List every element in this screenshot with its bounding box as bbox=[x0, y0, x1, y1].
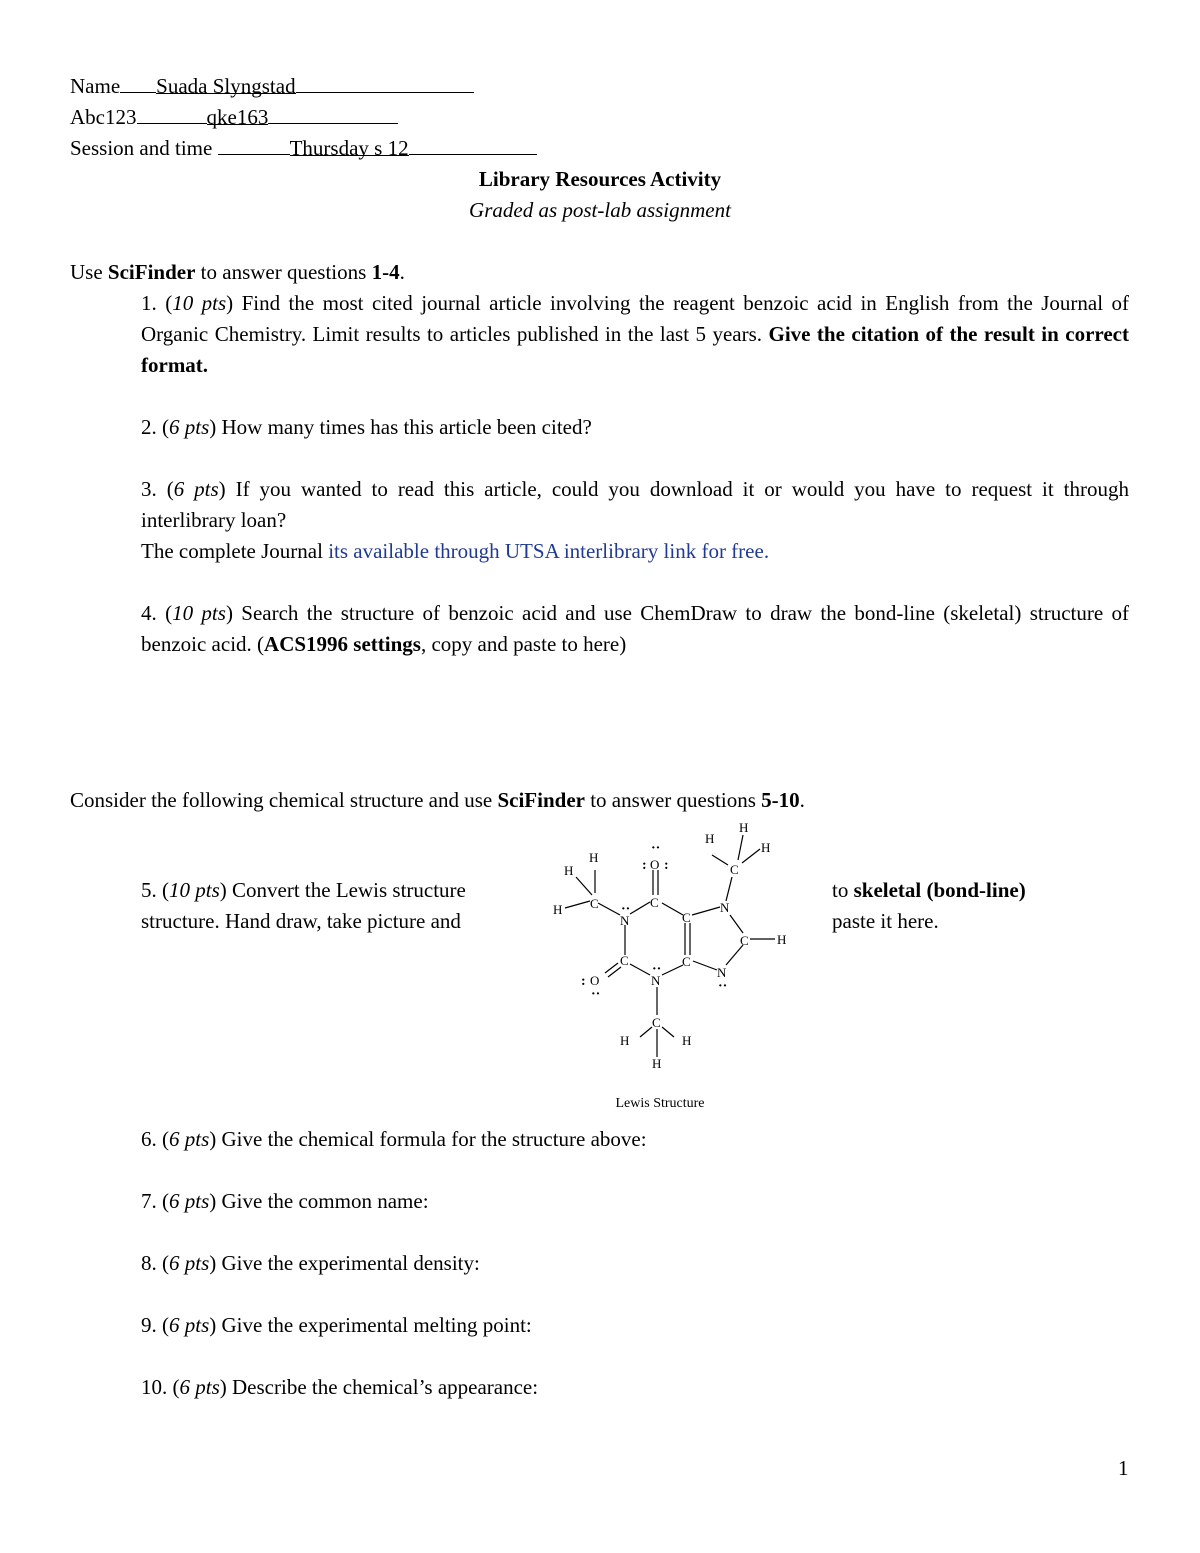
question-4: 4. (10 pts) Search the structure of benzoic acid and use ChemDraw to draw the bond-line (skeletal) structure of benzoic acid. (ACS1996 settings, copy and paste to here) bbox=[141, 601, 1129, 656]
atom-n: N bbox=[720, 900, 730, 915]
atom-h: H bbox=[705, 831, 715, 846]
lone-pair: ·· bbox=[718, 979, 728, 994]
session-label: Session and time bbox=[70, 136, 213, 160]
intro-questions-5-10: Consider the following chemical structure and use SciFinder to answer questions 5-10. bbox=[70, 788, 805, 812]
atom-c: C bbox=[590, 896, 599, 911]
figure-caption: Lewis Structure bbox=[615, 1096, 705, 1111]
question-5-right-2: paste it here. bbox=[832, 909, 939, 933]
atom-n: N bbox=[651, 973, 661, 988]
atom-h: H bbox=[777, 932, 787, 947]
name-line bbox=[70, 70, 474, 102]
atom-c: C bbox=[730, 862, 739, 877]
atom-c: C bbox=[620, 953, 629, 968]
intro-questions-1-4: Use SciFinder to answer questions 1-4. bbox=[70, 260, 405, 284]
lone-pair: ·· bbox=[651, 841, 661, 856]
atom-h: H bbox=[553, 902, 563, 917]
question-2: 2. (6 pts) How many times has this article been cited? bbox=[141, 415, 592, 439]
lone-pair: ·· bbox=[652, 962, 662, 977]
atom-h: H bbox=[620, 1033, 630, 1048]
lone-pair: : bbox=[642, 858, 647, 873]
question-5-line-2: structure. Hand draw, take picture and bbox=[141, 909, 461, 933]
atom-c: C bbox=[682, 954, 691, 969]
question-3-answer: The complete Journal its available through UTSA interlibrary link for free. bbox=[141, 539, 770, 563]
name-value: Suada Slyngstad bbox=[156, 71, 295, 94]
question-7: 7. (6 pts) Give the common name: bbox=[141, 1189, 429, 1213]
atom-c: C bbox=[650, 895, 659, 910]
page-number: 1 bbox=[1118, 1456, 1129, 1480]
name-label: Name bbox=[70, 74, 121, 98]
abc-value: qke163 bbox=[207, 102, 269, 125]
question-9: 9. (6 pts) Give the experimental melting point: bbox=[141, 1313, 532, 1337]
name-blank-lead bbox=[120, 70, 156, 93]
atom-c: C bbox=[682, 910, 691, 925]
lone-pair: ·· bbox=[591, 987, 601, 1002]
atom-o: O bbox=[590, 973, 600, 988]
abc-line bbox=[70, 101, 398, 133]
session-line bbox=[70, 132, 537, 164]
session-blank-lead bbox=[218, 132, 290, 155]
lone-pair: ·· bbox=[621, 902, 631, 917]
lone-pair: : bbox=[581, 974, 586, 989]
name-blank-trail bbox=[296, 70, 474, 93]
atom-h: H bbox=[589, 850, 599, 865]
atom-h: H bbox=[564, 863, 574, 878]
atom-h: H bbox=[739, 820, 749, 835]
question-8: 8. (6 pts) Give the experimental density: bbox=[141, 1251, 480, 1275]
atom-n: N bbox=[717, 965, 727, 980]
atom-c: C bbox=[652, 1015, 661, 1030]
atom-h: H bbox=[652, 1056, 662, 1071]
session-blank-trail bbox=[409, 132, 537, 155]
page-title: Library Resources Activity bbox=[478, 167, 722, 191]
abc-label: Abc123 bbox=[70, 105, 137, 129]
question-5-right-1: to skeletal (bond-line) bbox=[832, 878, 1026, 902]
atom-h: H bbox=[761, 840, 771, 855]
atom-h: H bbox=[682, 1033, 692, 1048]
abc-blank-trail bbox=[268, 101, 398, 124]
session-value: Thursday s 12 bbox=[290, 133, 409, 156]
question-6: 6. (6 pts) Give the chemical formula for the structure above: bbox=[141, 1127, 647, 1151]
lone-pair: : bbox=[664, 858, 669, 873]
atom-c: C bbox=[740, 933, 749, 948]
atom-n: N bbox=[620, 913, 630, 928]
question-5-line-1: 5. (10 pts) Convert the Lewis structure bbox=[141, 878, 466, 902]
abc-blank-lead bbox=[137, 101, 207, 124]
question-10: 10. (6 pts) Describe the chemical’s appearance: bbox=[141, 1375, 539, 1399]
question-1: 1. (10 pts) Find the most cited journal article involving the reagent benzoic acid in English from the Journal of Organic Chemistry. Limit results to articles published in the last 5 years. Give the citation of the result in correct format. bbox=[141, 291, 1129, 377]
atom-o: O bbox=[650, 857, 660, 872]
page-subtitle: Graded as post-lab assignment bbox=[469, 198, 731, 222]
lewis-structure-figure bbox=[540, 815, 800, 1115]
question-3: 3. (6 pts) If you wanted to read this article, could you download it or would you have to request it through interlibrary loan? bbox=[141, 477, 1129, 532]
